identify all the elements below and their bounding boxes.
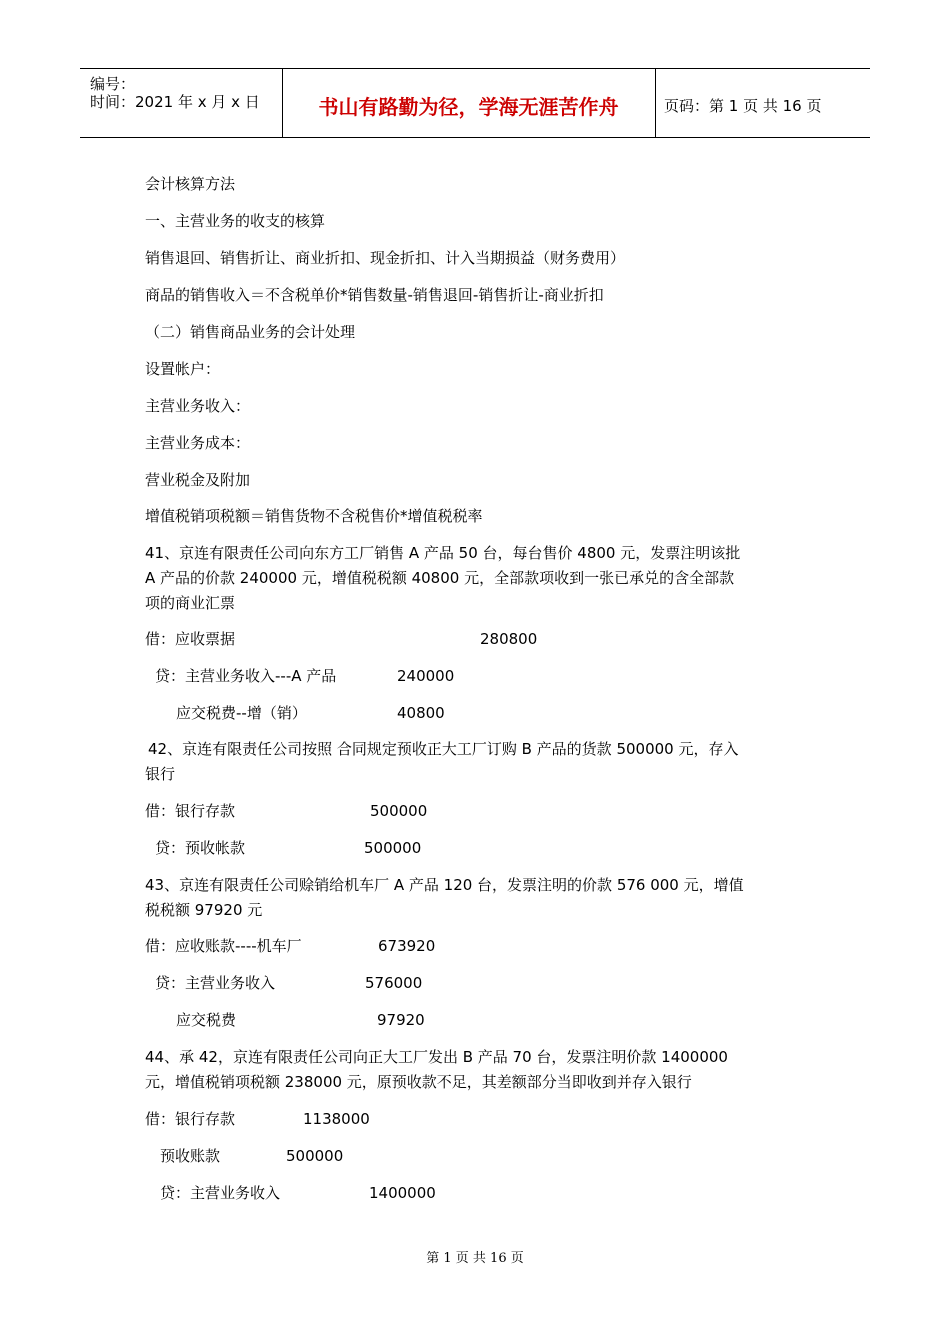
paragraph: 设置帐户： [145, 360, 221, 378]
question-text: 42、京连有限责任公司按照 合同规定预收正大工厂订购 B 产品的货款 500000 元，存入 [148, 740, 739, 758]
slogan: 书山有路勤为径，学海无涯苦作舟 [318, 95, 619, 119]
entry-amount: 673920 [378, 937, 436, 955]
entry-label: 借：银行存款 [145, 1110, 236, 1128]
entry-label: 预收账款 [160, 1147, 221, 1165]
account-line: 主营业务收入： [145, 397, 251, 415]
entry-amount: 500000 [364, 839, 422, 857]
paragraph: 销售退回、销售折让、商业折扣、现金折扣、计入当期损益（财务费用） [145, 249, 626, 267]
entry-amount: 1400000 [369, 1184, 436, 1202]
entry-amount: 280800 [480, 630, 538, 648]
question-text: 41、京连有限责任公司向东方工厂销售 A 产品 50 台，每台售价 4800 元，发票注明该批 [145, 544, 741, 562]
doc-title: 会计核算方法 [145, 175, 236, 193]
entry-label: 借：银行存款 [145, 802, 236, 820]
entry-label: 应交税费 [176, 1011, 237, 1029]
entry-label: 贷：预收帐款 [155, 839, 246, 857]
section-heading: 一、主营业务的收支的核算 [145, 212, 326, 230]
entry-label: 贷：主营业务收入---A 产品 [155, 667, 337, 685]
number-label: 编号： [90, 75, 136, 93]
entry-label: 借：应收票据 [145, 630, 236, 648]
entry-amount: 576000 [365, 974, 423, 992]
entry-amount: 1138000 [303, 1110, 370, 1128]
section-heading: （二）销售商品业务的会计处理 [145, 323, 356, 341]
entry-amount: 240000 [397, 667, 455, 685]
page-footer: 第 1 页 共 16 页 [426, 1251, 524, 1266]
question-text: 43、京连有限责任公司赊销给机车厂 A 产品 120 台，发票注明的价款 576 000 元，增值 [145, 876, 744, 894]
entry-amount: 97920 [377, 1011, 425, 1029]
entry-amount: 500000 [286, 1147, 344, 1165]
account-line: 主营业务成本： [145, 434, 251, 452]
formula-line: 增值税销项税额＝销售货物不含税售价*增值税税率 [145, 507, 483, 525]
question-text: 银行 [145, 765, 176, 783]
question-text: 税税额 97920 元 [145, 901, 263, 919]
entry-amount: 500000 [370, 802, 428, 820]
entry-label: 应交税费--增（销） [176, 704, 307, 722]
formula-line: 商品的销售收入＝不含税单价*销售数量-销售退回-销售折让-商业折扣 [145, 286, 604, 304]
entry-label: 借：应收账款----机车厂 [145, 937, 302, 955]
date-label: 时间：2021 年 x 月 x 日 [90, 93, 260, 111]
entry-label: 贷：主营业务收入 [155, 974, 276, 992]
entry-label: 贷：主营业务收入 [160, 1184, 281, 1202]
page-label: 页码：第 1 页 共 16 页 [664, 97, 822, 115]
question-text: 44、承 42，京连有限责任公司向正大工厂发出 B 产品 70 台，发票注明价款 1400000 [145, 1048, 728, 1066]
entry-amount: 40800 [397, 704, 445, 722]
question-text: 项的商业汇票 [145, 594, 236, 612]
account-line: 营业税金及附加 [145, 471, 251, 489]
question-text: A 产品的价款 240000 元，增值税税额 40800 元，全部款项收到一张已承兑的含全部款 [145, 569, 735, 587]
question-text: 元，增值税销项税额 238000 元，原预收款不足，其差额部分当即收到并存入银行 [145, 1073, 692, 1091]
